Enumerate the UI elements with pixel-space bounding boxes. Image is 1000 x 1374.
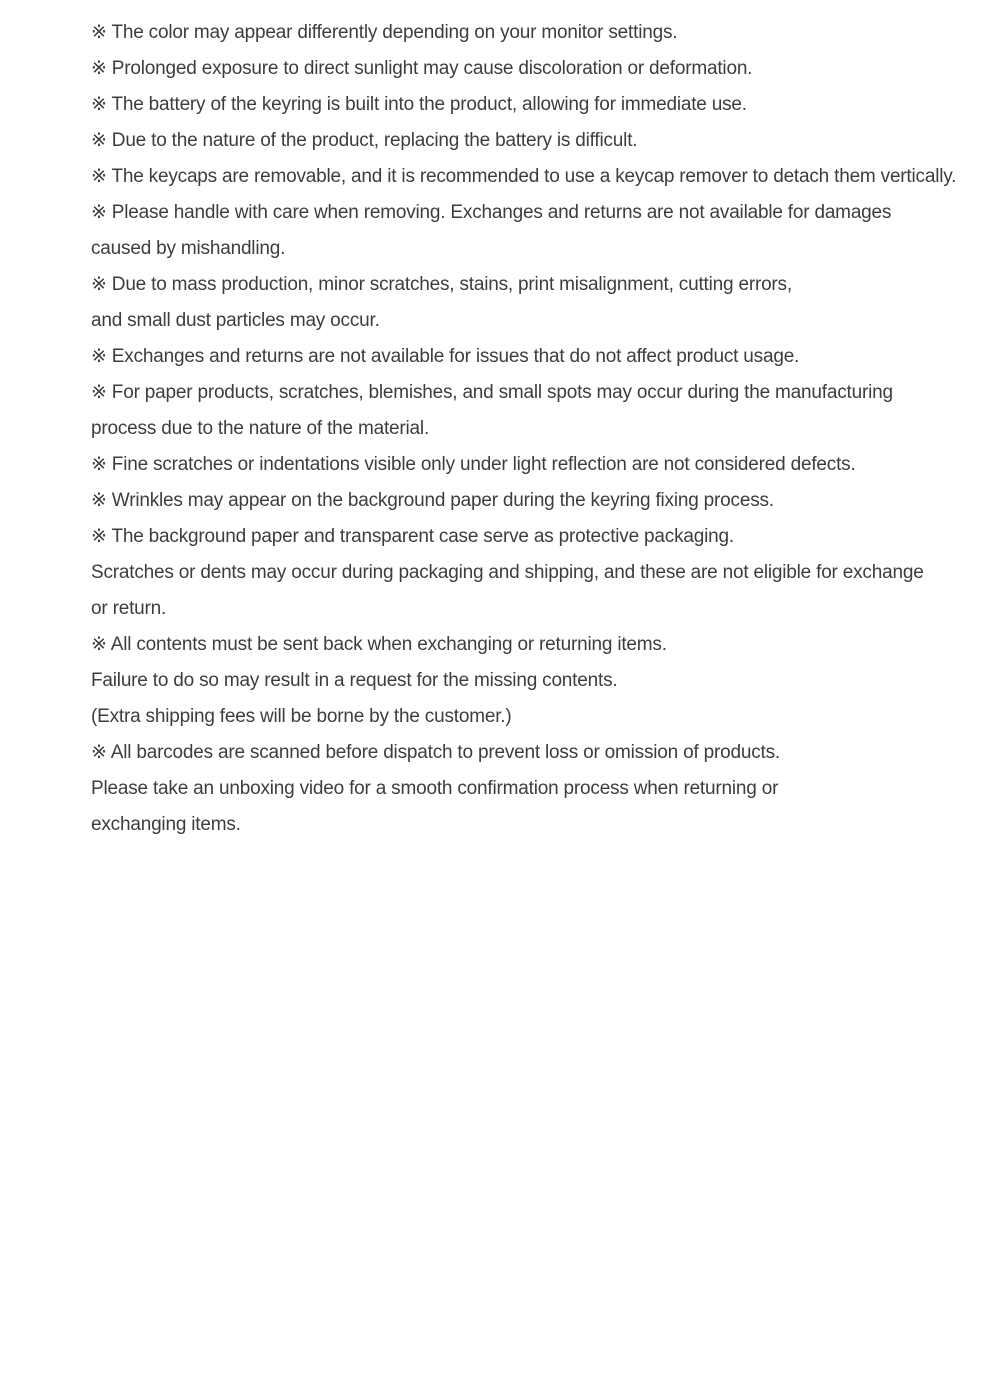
notice-line: ※ Prolonged exposure to direct sunlight may cause discoloration or deformation. (91, 58, 753, 79)
notice-line: or return. (91, 598, 167, 619)
notice-line: ※ Due to the nature of the product, replacing the battery is difficult. (91, 130, 638, 151)
notice-line: process due to the nature of the material. (91, 418, 430, 439)
notice-line: Scratches or dents may occur during packaging and shipping, and these are not eligible for exchange (91, 562, 924, 583)
notice-line: ※ Due to mass production, minor scratches, stains, print misalignment, cutting errors, (91, 274, 792, 295)
notice-line: ※ All barcodes are scanned before dispatch to prevent loss or omission of products. (91, 742, 780, 763)
notice-line: Please take an unboxing video for a smooth confirmation process when returning or (91, 778, 779, 799)
notice-line: ※ The battery of the keyring is built into the product, allowing for immediate use. (91, 94, 747, 115)
notice-line: caused by mishandling. (91, 238, 286, 259)
notice-line: ※ All contents must be sent back when exchanging or returning items. (91, 634, 667, 655)
notice-line: ※ Exchanges and returns are not available for issues that do not affect product usage. (91, 346, 800, 367)
product-notice (91, 15, 991, 843)
notice-line: ※ For paper products, scratches, blemishes, and small spots may occur during the manufacturing (91, 382, 893, 403)
notice-line: Failure to do so may result in a request for the missing contents. (91, 670, 618, 691)
notice-line: ※ Wrinkles may appear on the background paper during the keyring fixing process. (91, 490, 774, 511)
notice-line: ※ Fine scratches or indentations visible only under light reflection are not considered defects. (91, 454, 856, 475)
notice-line: and small dust particles may occur. (91, 310, 380, 331)
notice-line: ※ The color may appear differently depending on your monitor settings. (91, 22, 678, 43)
notice-line: (Extra shipping fees will be borne by the customer.) (91, 706, 512, 727)
notice-line: exchanging items. (91, 814, 241, 835)
notice-line: ※ Please handle with care when removing. Exchanges and returns are not available for damages (91, 202, 892, 223)
notice-line: ※ The background paper and transparent case serve as protective packaging. (91, 526, 734, 547)
notice-line: ※ The keycaps are removable, and it is recommended to use a keycap remover to detach them vertically. (91, 166, 957, 187)
